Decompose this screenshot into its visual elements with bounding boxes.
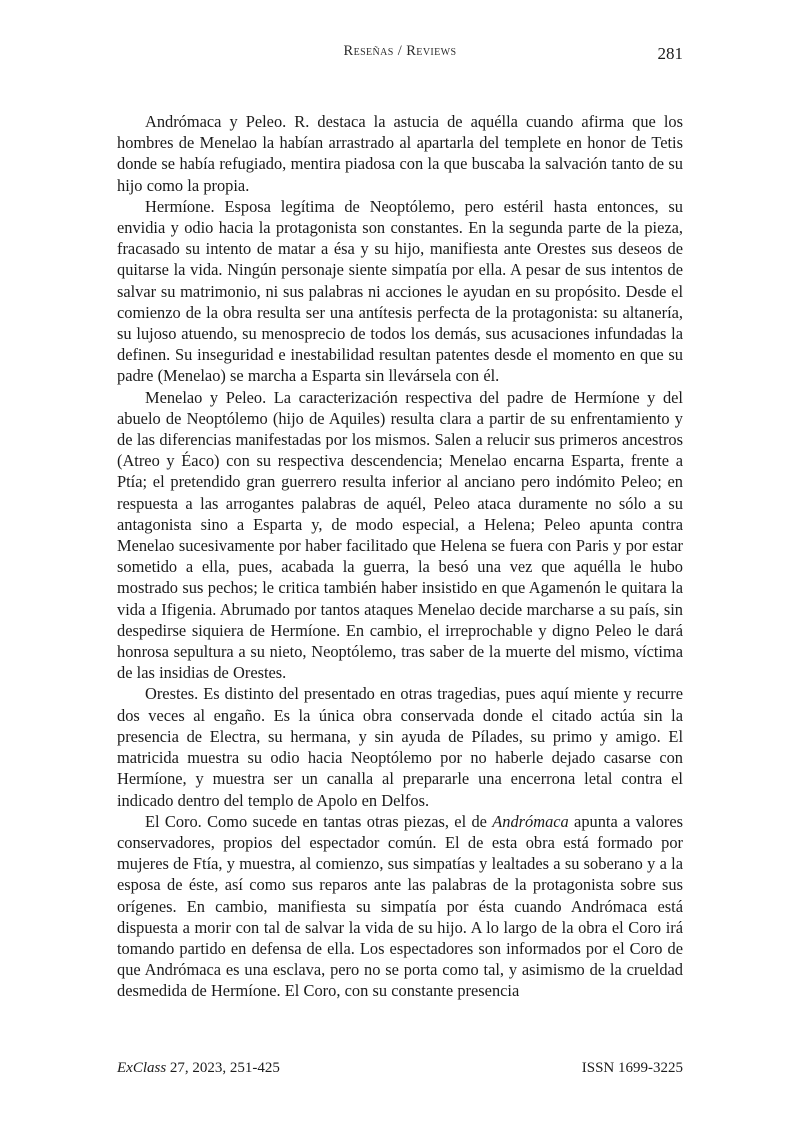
paragraph-andromaca-y-peleo: Andrómaca y Peleo. R. destaca la astucia de aquélla cuando afirma que los hombres de Menelao la habían arrastrado al apartarla del templete en honor de Tetis donde se había refugiado, mentira piadosa con la que buscaba la salvación tanto de su hijo como la propia. — [117, 112, 683, 195]
running-head — [117, 43, 683, 67]
body-text-block — [117, 111, 683, 1002]
paragraph-menelao-y-peleo: Menelao y Peleo. La caracterización respectiva del padre de Hermíone y del abuelo de Neoptólemo (hijo de Aquiles) resulta clara a partir de su enfrentamiento y de las diferencias manifestadas por los mismos. Salen a relucir sus primeros ancestros (Atreo y Éaco) con su respectiva descendencia; Menelao encarna Esparta, frente a Ptía; el pretendido gran guerrero resulta inferior al anciano pero indómito Peleo; en respuesta a las arrogantes palabras de aquél, Peleo ataca duramente no sólo a su antagonista sino a Esparta y, de modo especial, a Helena; Peleo apunta contra Menelao sucesivamente por haber facilitado que Helena se fuera con Paris y por estar sometido a ella, pues, acabada la guerra, la besó una vez que aquélla le hubo mostrado sus pechos; le critica también haber insistido en que Agamenón le quitara la vida a Ifigenia. Abrumado por tantos ataques Menelao decide marcharse a su país, sin despedirse siquiera de Hermíone. En cambio, el irreprochable y digno Peleo le dará honrosa sepultura a su nieto, Neoptólemo, tras saber de la muerte del mismo, víctima de las insidias de Orestes. — [117, 387, 683, 683]
paragraph-el-coro — [117, 811, 683, 1002]
footer-journal-name: ExClass — [117, 1060, 167, 1076]
work-title: Andrómaca — [492, 811, 569, 831]
paragraph-text: apunta a valores conservadores, propios del espectador común. El de esta obra está formado por mujeres de Ftía, y muestra, al comienzo, sus simpatías y lealtades a su soberano y a la esposa de éste, así como sus reparos ante las palabras de la protagonista sobre sus orígenes. En cambio, manifiesta su simpatía por ésta cuando Andrómaca está dispuesta a morir con tal de salvar la vida de su hijo. A lo largo de la obra el Coro irá tomando partido en defensa de ella. Los espectadores son informados por el Coro de que Andrómaca es una esclava, pero no se porta como tal, y asimismo de la crueldad desmedida de Hermíone. El Coro, con su constante presencia — [117, 811, 683, 1001]
footer-issn: ISSN 1699-3225 — [581, 1060, 683, 1076]
page-number: 281 — [657, 44, 683, 63]
paragraph-orestes: Orestes. Es distinto del presentado en otras tragedias, pues aquí miente y recurre dos veces al engaño. Es la única obra conservada donde el citado actúa sin la presencia de Electra, su hermana, y sin ayuda de Pílades, su primo y amigo. El matricida muestra su odio hacia Neoptólemo por no haberle dejado casarse con Hermíone, y muestra ser un canalla al prepararle una encerrona letal contra el indicado dentro del templo de Apolo en Delfos. — [117, 684, 683, 810]
running-head-title: Reseñas / Reviews — [343, 43, 457, 59]
paragraph-hermione: Hermíone. Esposa legítima de Neoptólemo, pero estéril hasta entonces, su envidia y odio hacia la protagonista son constantes. En la segunda parte de la pieza, fracasado su intento de matar a ésa y su hijo, manifiesta ante Orestes sus deseos de quitarse la vida. Ningún personaje siente simpatía por ella. A pesar de sus intentos de salvar su matrimonio, ni sus palabras ni acciones le ayudan en su propósito. Desde el comienzo de la obra resulta ser una antítesis perfecta de la protagonista: su altanería, su lujoso atuendo, su menosprecio de todos los demás, sus acusaciones infundadas la definen. Su inseguridad e inestabilidad resultan patentes desde el momento en que su padre (Menelao) se marcha a Esparta sin llevársela con él. — [117, 196, 683, 386]
footer-citation — [117, 1060, 280, 1077]
footer-citation-detail: 27, 2023, 251-425 — [166, 1060, 280, 1076]
page-footer — [117, 1060, 683, 1077]
paragraph-text: El Coro. Como sucede en tantas otras piezas, el de — [145, 811, 493, 831]
